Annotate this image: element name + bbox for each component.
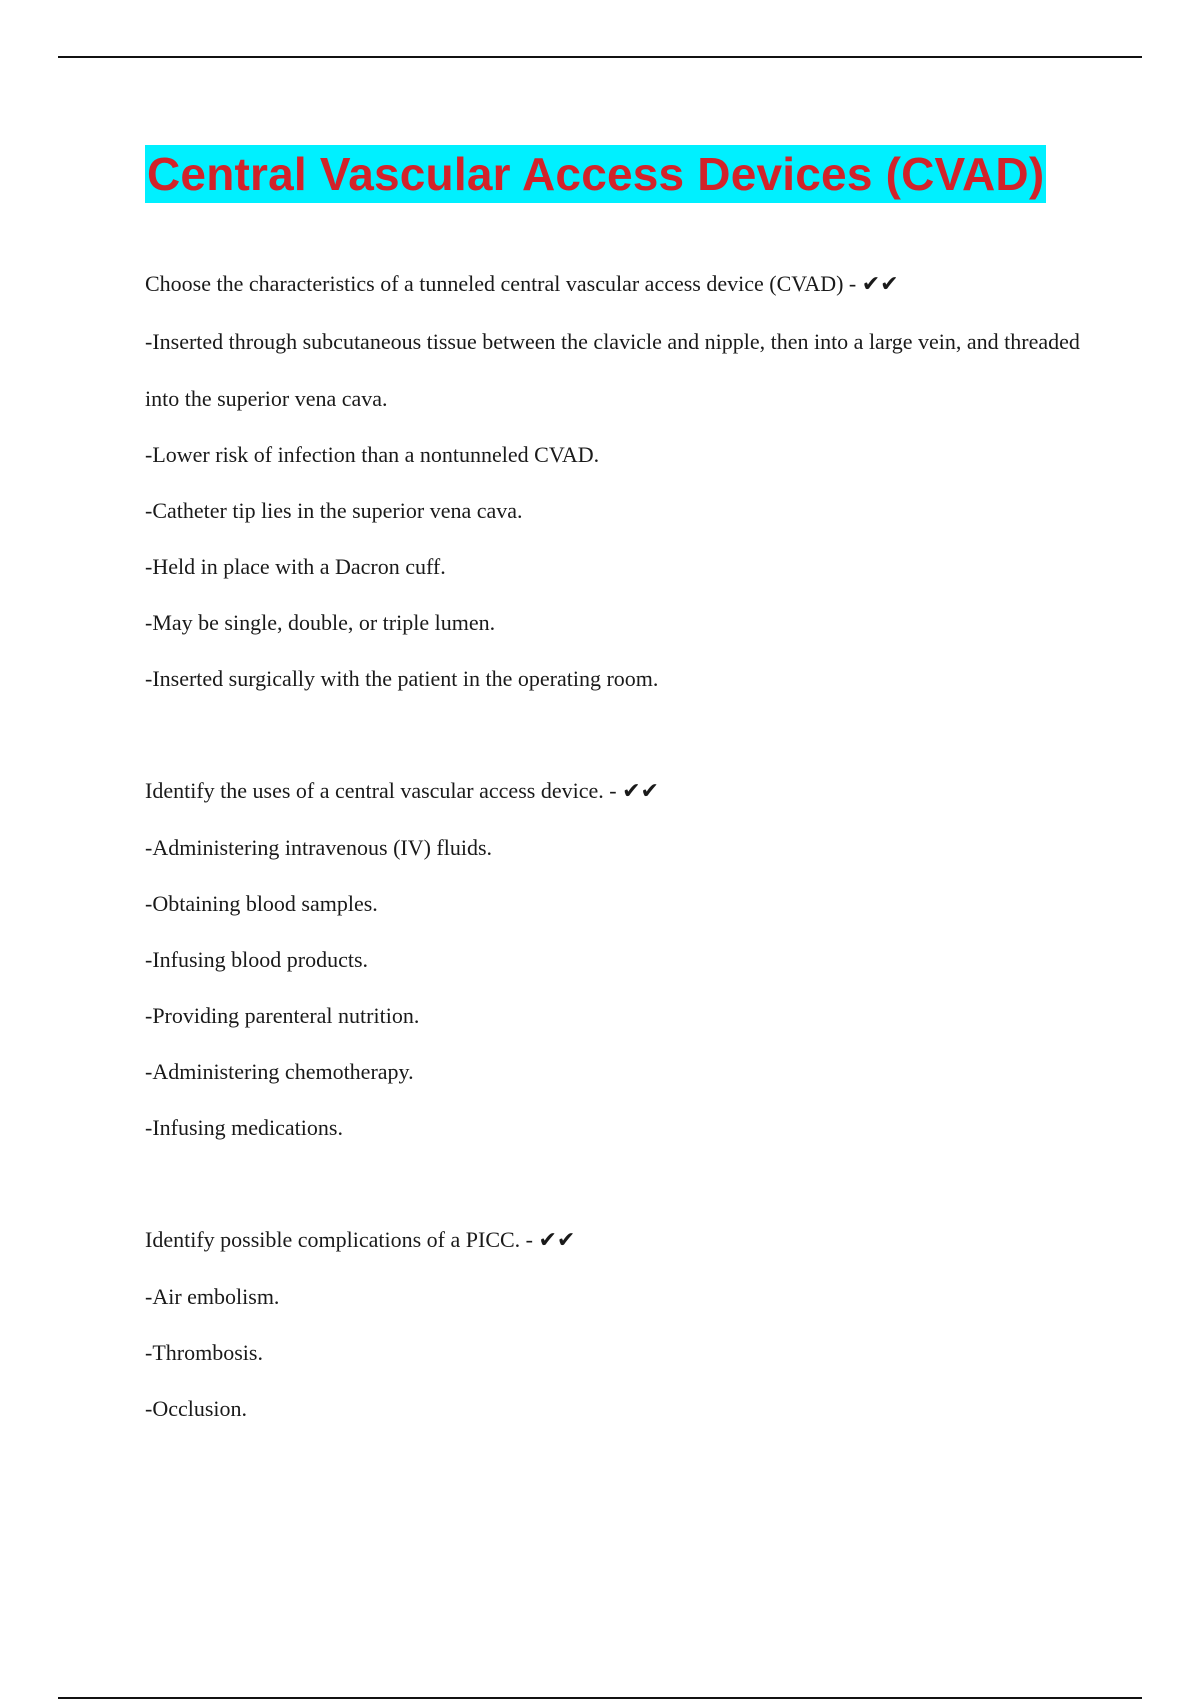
question: [145, 763, 1095, 820]
question-text: Identify possible complications of a PICC. -: [145, 1227, 533, 1252]
list-item: -Administering intravenous (IV) fluids.: [145, 835, 493, 860]
list-item: -Inserted surgically with the patient in the operating room.: [145, 666, 659, 691]
list-item: -Catheter tip lies in the superior vena cava.: [145, 498, 523, 523]
double-check-icon: ✔✔: [622, 779, 659, 804]
section-cvad-uses: [145, 763, 1095, 1156]
list-item: -Occlusion.: [145, 1396, 248, 1421]
list-item: -Infusing blood products.: [145, 947, 369, 972]
top-rule: [58, 56, 1142, 58]
section-tunneled-cvad: [145, 256, 1095, 707]
double-check-icon: ✔✔: [538, 1228, 576, 1253]
list-item: -Inserted through subcutaneous tissue between the clavicle and nipple, then into a large vein, and threaded into the superior vena cava.: [145, 329, 1080, 411]
list-item: -Held in place with a Dacron cuff.: [145, 554, 446, 579]
list-item: -Thrombosis.: [145, 1340, 263, 1365]
question: [145, 1212, 1095, 1269]
bottom-rule: [58, 1697, 1142, 1699]
list-item: -Infusing medications.: [145, 1115, 343, 1140]
question-text: Identify the uses of a central vascular access device. -: [145, 778, 617, 803]
title-highlight: [145, 145, 1046, 203]
list-item: -May be single, double, or triple lumen.: [145, 610, 496, 635]
list-item: -Obtaining blood samples.: [145, 891, 378, 916]
section-picc-complications: [145, 1212, 1095, 1437]
list-item: -Providing parenteral nutrition.: [145, 1003, 420, 1028]
list-item: -Air embolism.: [145, 1284, 280, 1309]
page-title: Central Vascular Access Devices (CVAD): [147, 148, 1045, 200]
double-check-icon: ✔✔: [861, 272, 899, 297]
document-body: [145, 256, 1095, 1437]
list-item: -Lower risk of infection than a nontunneled CVAD.: [145, 442, 600, 467]
list-item: -Administering chemotherapy.: [145, 1059, 414, 1084]
question: [145, 256, 1095, 313]
question-text: Choose the characteristics of a tunneled central vascular access device (CVAD) -: [145, 271, 857, 296]
